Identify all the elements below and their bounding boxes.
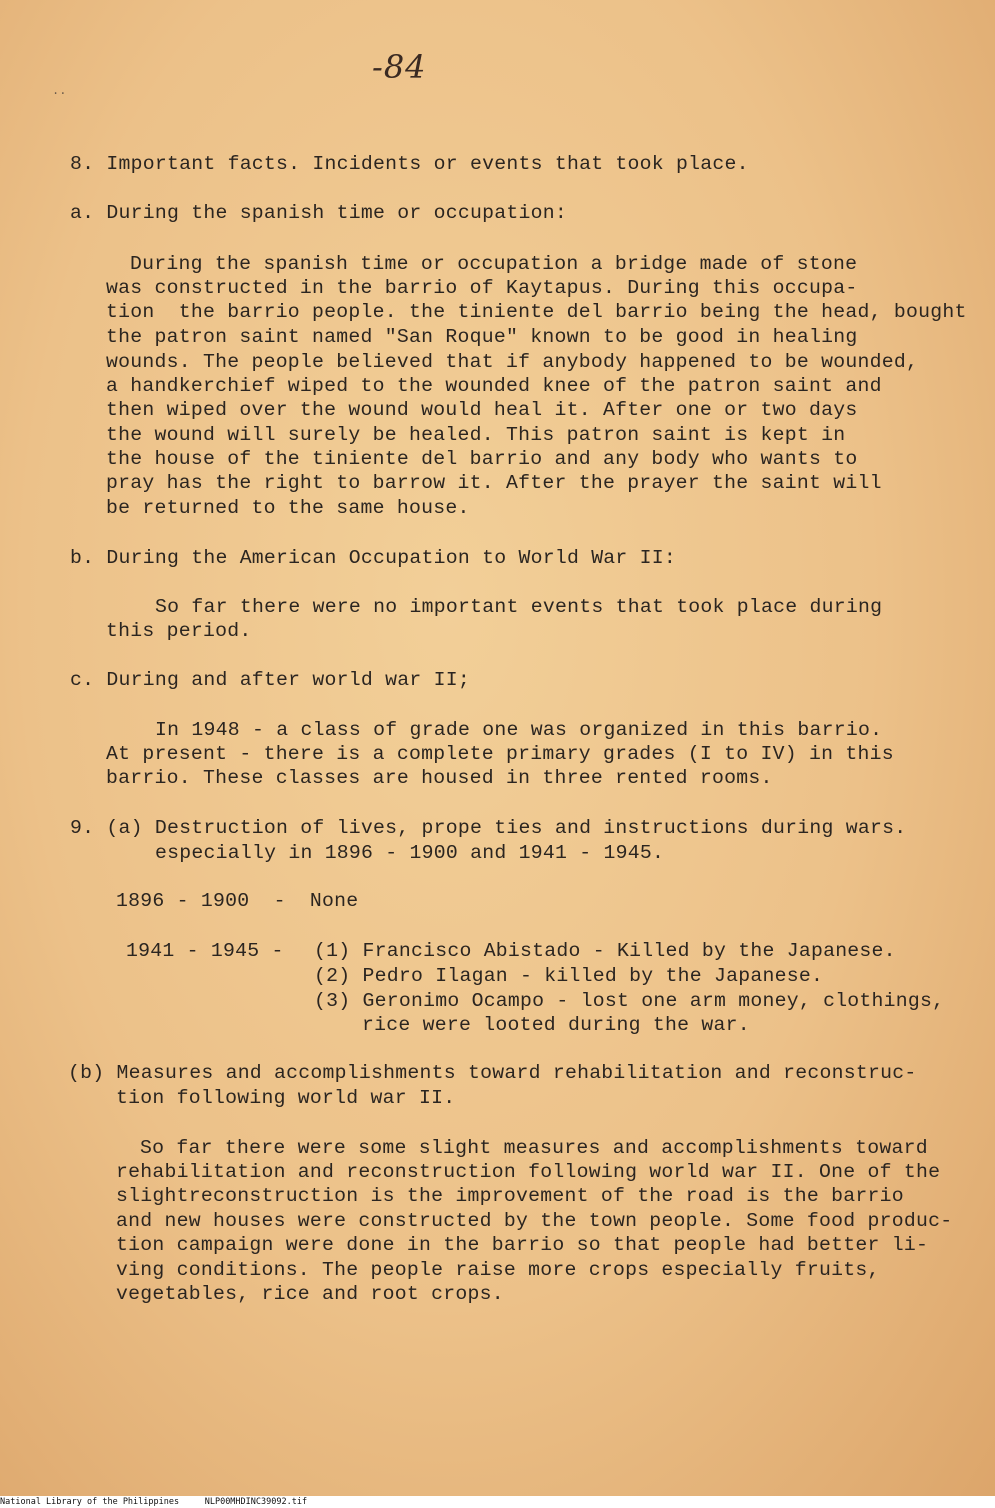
footer-source: National Library of the Philippines [0,1497,180,1507]
section-9a-heading: 9. (a) Destruction of lives, prope ties and instructions during wars. [70,817,907,839]
section-8-heading: 8. Important facts. Incidents or events that took place. [70,153,749,175]
section-a-line: then wiped over the wound would heal it. After one or two days [106,399,858,421]
section-b-heading: b. During the American Occupation to World War II: [70,547,677,569]
page-number: -84 [372,48,427,86]
section-a-line: a handkerchief wiped to the wounded knee of the patron saint and [106,375,882,397]
section-9b-line: So far there were some slight measures and accomplishments toward [140,1137,928,1159]
section-9b-heading: (b) Measures and accomplishments toward rehabilitation and reconstruc- [68,1062,917,1084]
section-b-line: this period. [106,620,252,642]
casualty-item: (3) Geronimo Ocampo - lost one arm money, clothings, [314,990,945,1012]
period-1941-1945-label: 1941 - 1945 - [126,940,284,962]
section-a-line: the patron saint named "San Roque" known to be good in healing [106,326,858,348]
footer-file: NLP00MHDINC39092.tif [204,1497,308,1507]
stray-mark: .. [52,84,67,98]
section-9b-line: slightreconstruction is the improvement of the road is the barrio [116,1185,904,1207]
section-a-line: pray has the right to barrow it. After the prayer the saint will [106,472,882,494]
section-a-line: wounds. The people believed that if anybody happened to be wounded, [106,351,919,373]
section-9b-line: ving conditions. The people raise more crops especially fruits, [116,1259,880,1281]
section-a-line: the wound will surely be healed. This patron saint is kept in [106,424,846,446]
section-9b-line: tion campaign were done in the barrio so that people had better li- [116,1234,929,1256]
section-a-line: During the spanish time or occupation a bridge made of stone [130,253,858,275]
section-9b-line: rehabilitation and reconstruction following world war II. One of the [116,1161,941,1183]
casualty-item: (2) Pedro Ilagan - killed by the Japanese. [314,965,824,987]
section-a-line: was constructed in the barrio of Kaytapus. During this occupa- [106,277,858,299]
section-b-line: So far there were no important events that took place during [155,596,883,618]
section-9b-heading-cont: tion following world war II. [116,1087,456,1109]
section-c-line: In 1948 - a class of grade one was organized in this barrio. [155,719,883,741]
period-1896-1900: 1896 - 1900 - None [116,890,359,912]
section-c-heading: c. During and after world war II; [70,669,470,691]
scan-footer [0,1496,995,1508]
section-a-line: tion the barrio people. the tiniente del barrio being the head, bought [106,301,967,323]
casualty-item-cont: rice were looted during the war. [362,1014,750,1036]
casualty-item: (1) Francisco Abistado - Killed by the Japanese. [314,940,896,962]
section-9b-line: and new houses were constructed by the town people. Some food produc- [116,1210,953,1232]
section-a-line: be returned to the same house. [106,497,470,519]
section-a-heading: a. During the spanish time or occupation: [70,202,567,224]
section-c-line: At present - there is a complete primary grades (I to IV) in this [106,743,894,765]
section-a-line: the house of the tiniente del barrio and any body who wants to [106,448,858,470]
section-c-line: barrio. These classes are housed in three rented rooms. [106,767,773,789]
section-9a-heading-cont: especially in 1896 - 1900 and 1941 - 1945. [155,842,665,864]
section-9b-line: vegetables, rice and root crops. [116,1283,504,1305]
